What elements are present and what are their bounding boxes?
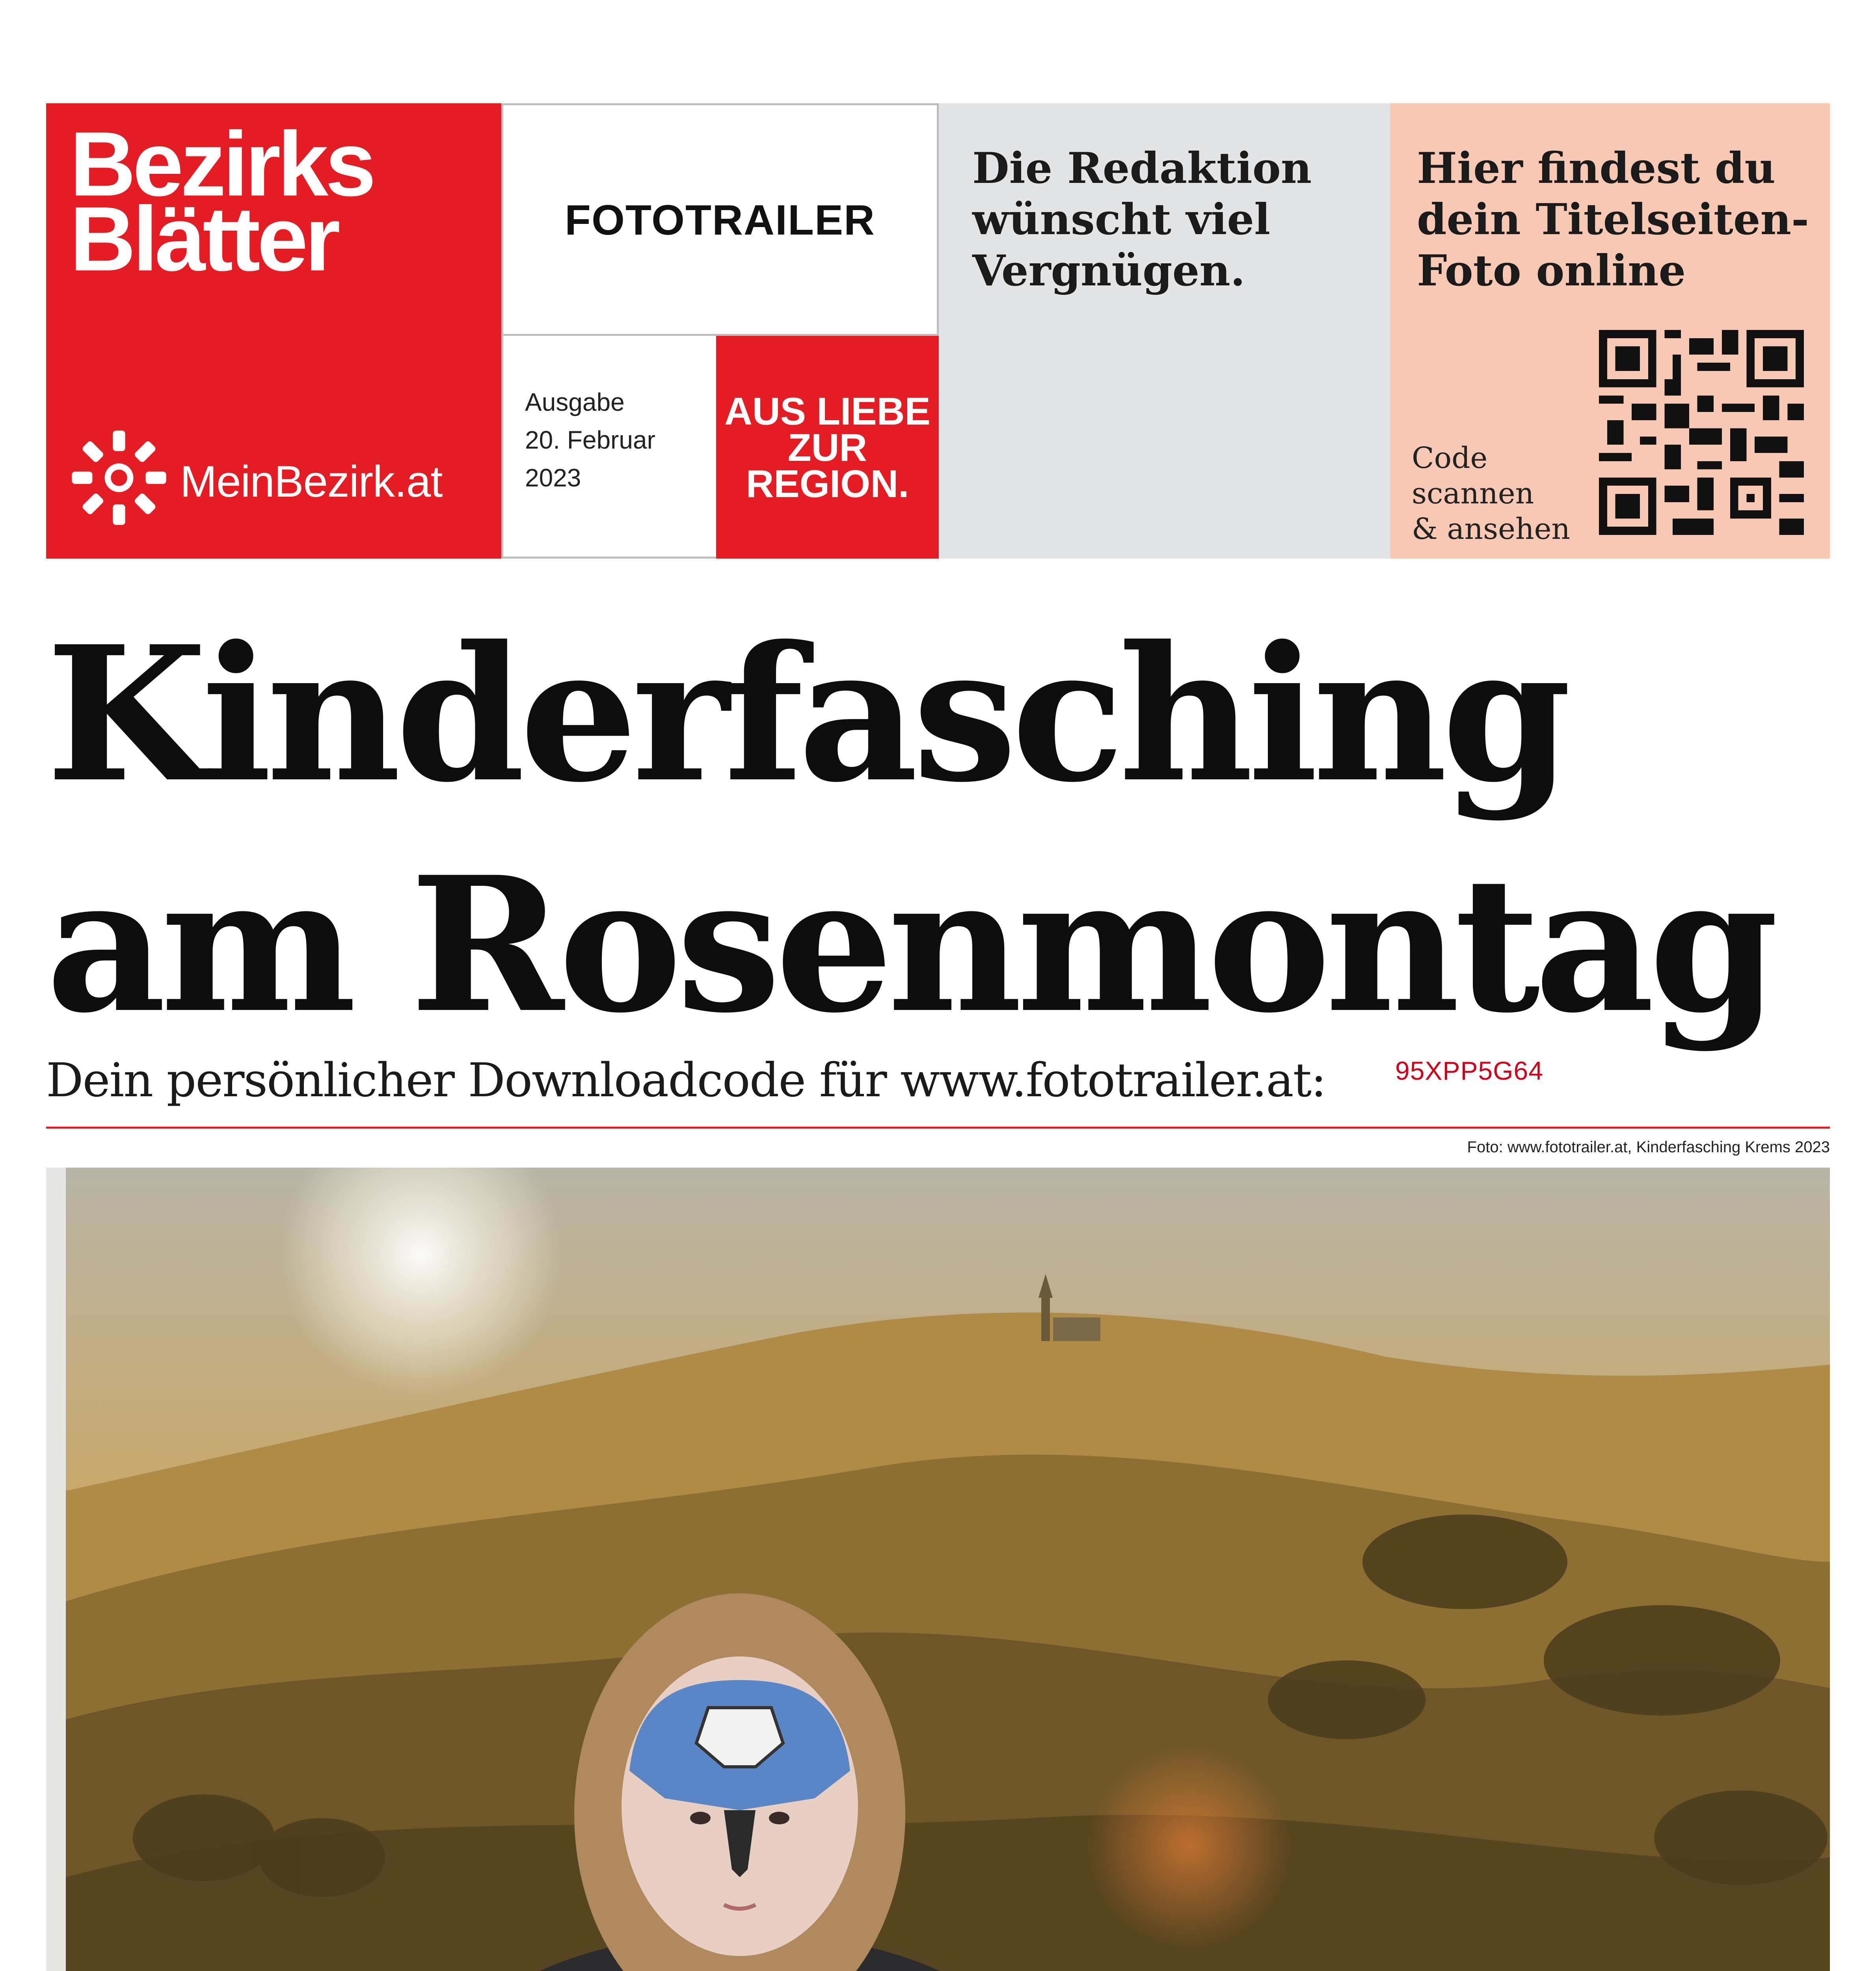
headline-line2: am Rosenmontag [46,836,1773,1054]
online-photo-box [1390,103,1830,559]
greeting-line1: Die Redaktion [972,143,1312,193]
issue-info [525,383,655,497]
photo-credit: Foto: www.fototrailer.at, Kinderfasching Krems 2023 [1467,1138,1830,1156]
issue-year: 2023 [525,464,581,492]
slogan-line2: ZUR [787,425,867,469]
scan-line1: Code [1412,441,1488,475]
page-headline [46,599,1773,1060]
qr-code-icon[interactable] [1599,330,1804,535]
scan-line2: scannen [1412,477,1534,510]
issue-box [501,336,716,559]
headline-line1: Kinderfasching [46,605,1566,823]
download-code[interactable]: 95XPP5G64 [1395,1056,1543,1085]
slogan-line1: AUS LIEBE [724,389,931,433]
landscape-photo-illustration [46,1168,1830,1971]
brand-url[interactable]: MeinBezirk.at [180,457,443,506]
brand-name [70,113,373,290]
meinbezirk-sun-logo-icon [68,427,170,529]
cover-photo [46,1168,1830,1971]
greeting-line3: Vergnügen. [972,246,1245,296]
slogan-line3: REGION. [746,462,909,505]
greeting-text [972,143,1312,296]
online-line3: Foto online [1417,246,1686,296]
greeting-box [939,103,1390,559]
section-label-box [501,103,939,336]
greeting-line2: wünscht viel [972,195,1271,244]
issue-label: Ausgabe [525,388,625,416]
issue-date: 20. Februar [525,426,655,454]
section-label: FOTOTRAILER [565,196,875,244]
brand-name-line1: Bezirks [70,113,373,215]
slogan [724,389,931,505]
online-line2: dein Titelseiten- [1417,195,1809,244]
online-text [1417,143,1809,296]
slogan-box [716,336,939,559]
scan-line3: & ansehen [1412,512,1571,546]
brand-block [46,103,501,559]
divider [46,1127,1830,1129]
download-label: Dein persönlicher Downloadcode für www.fototrailer.at: [46,1053,1326,1107]
brand-name-line2: Blätter [70,188,337,290]
online-line1: Hier findest du [1417,143,1776,193]
scan-instructions [1412,440,1570,547]
